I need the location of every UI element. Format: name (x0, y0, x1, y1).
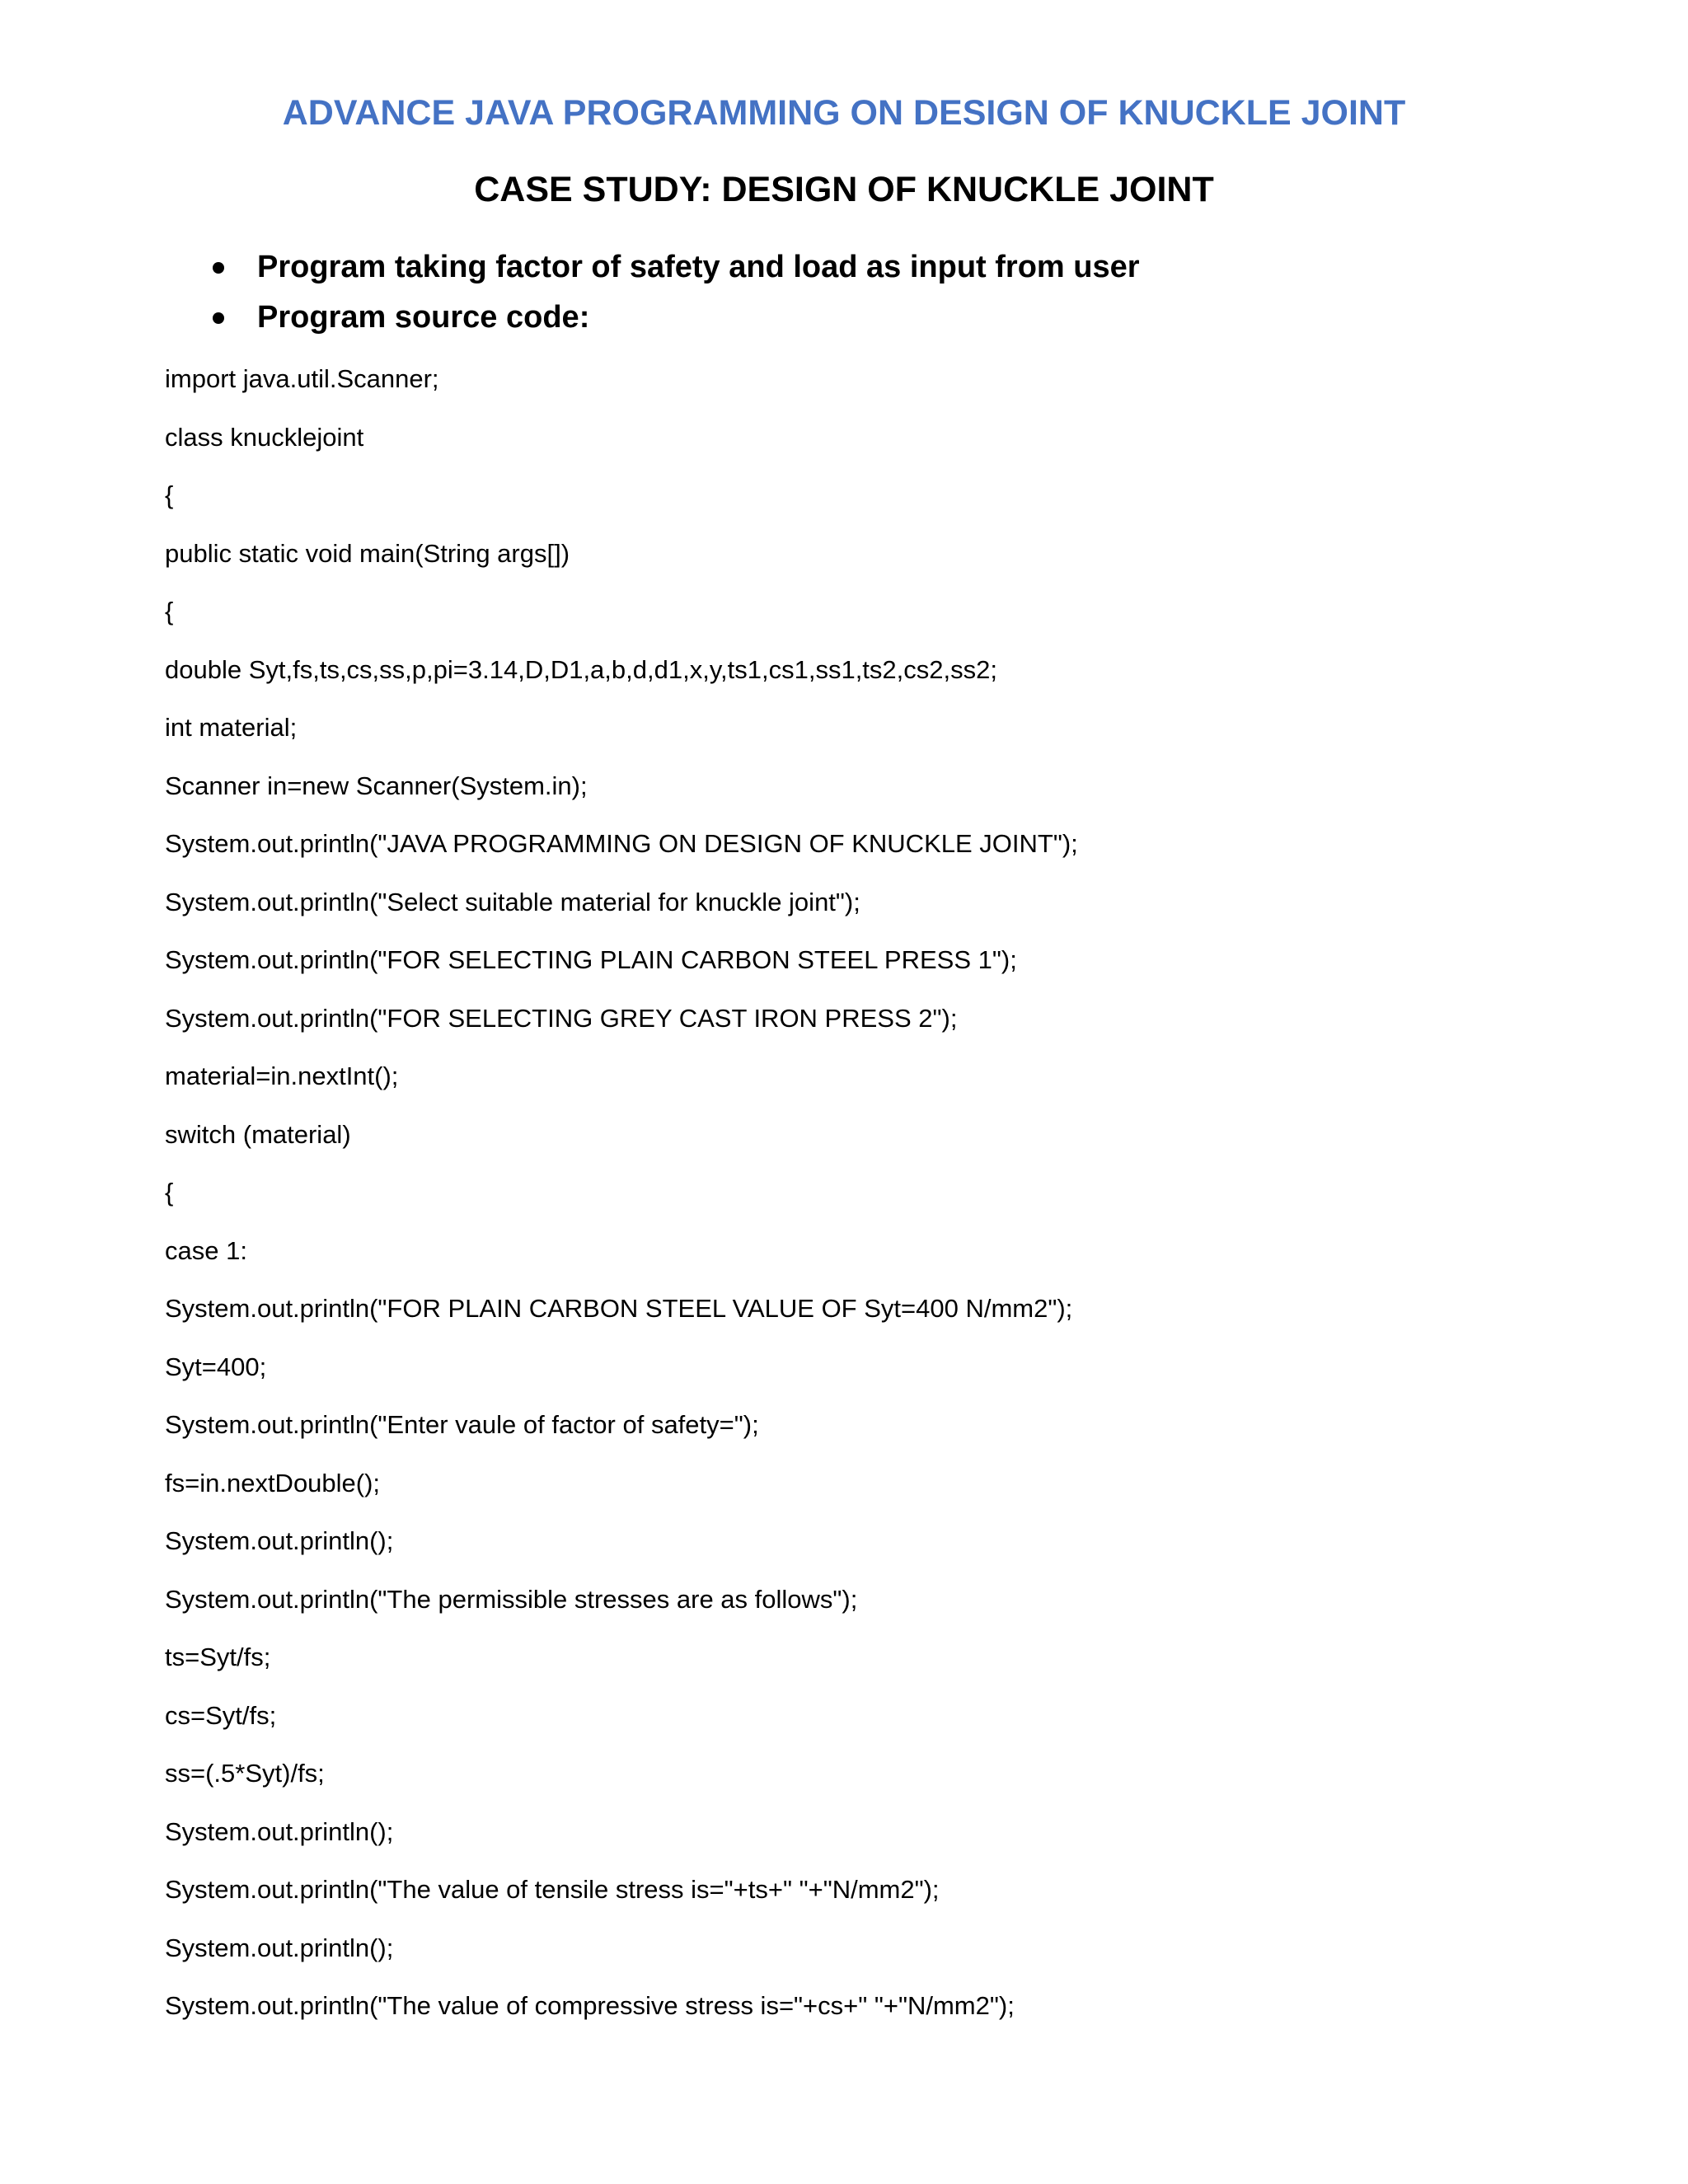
code-line: System.out.println("Select suitable material for knuckle joint"); (165, 887, 860, 916)
code-line: System.out.println("FOR PLAIN CARBON STEEL VALUE OF Syt=400 N/mm2"); (165, 1294, 1073, 1323)
code-line: { (165, 597, 174, 626)
code-line: int material; (165, 713, 298, 742)
bullet-dot-icon (213, 262, 224, 274)
source-code-block (165, 363, 1078, 2048)
bullet-dot-icon (213, 312, 224, 324)
code-line: cs=Syt/fs; (165, 1700, 277, 1730)
code-line: public static void main(String args[]) (165, 538, 570, 568)
code-line: System.out.println("JAVA PROGRAMMING ON DESIGN OF KNUCKLE JOINT"); (165, 829, 1078, 858)
code-line: System.out.println(); (165, 1933, 394, 1962)
code-line: System.out.println(); (165, 1816, 394, 1846)
code-line: class knucklejoint (165, 422, 364, 452)
code-line: double Syt,fs,ts,cs,ss,p,pi=3.14,D,D1,a,b,d,d1,x,y,ts1,cs1,ss1,ts2,cs2,ss2; (165, 654, 997, 684)
bullet-text: Program source code: (257, 300, 590, 335)
code-line: System.out.println("Enter vaule of factor of safety="); (165, 1410, 759, 1439)
code-line: System.out.println("The permissible stresses are as follows"); (165, 1584, 858, 1614)
bullet-item (198, 293, 1140, 343)
code-line: System.out.println("The value of tensile stress is="+ts+" "+"N/mm2"); (165, 1875, 940, 1904)
code-line: ss=(.5*Syt)/fs; (165, 1759, 325, 1788)
code-line: case 1: (165, 1235, 247, 1265)
page-title: ADVANCE JAVA PROGRAMMING ON DESIGN OF KNUCKLE JOINT (282, 93, 1406, 133)
code-line: switch (material) (165, 1119, 351, 1149)
code-line: System.out.println("The value of compressive stress is="+cs+" "+"N/mm2"); (165, 1991, 1015, 2020)
code-line: { (165, 480, 174, 509)
code-line: Scanner in=new Scanner(System.in); (165, 771, 588, 800)
code-line: material=in.nextInt(); (165, 1062, 399, 1090)
code-line: fs=in.nextDouble(); (165, 1468, 381, 1497)
bullet-item (198, 242, 1140, 293)
code-line: System.out.println("FOR SELECTING GREY CAST IRON PRESS 2"); (165, 1003, 958, 1033)
bullet-list (198, 242, 1140, 343)
bullet-text: Program taking factor of safety and load as input from user (257, 250, 1140, 284)
code-line: { (165, 1178, 174, 1207)
code-line: ts=Syt/fs; (165, 1643, 271, 1671)
page-subtitle: CASE STUDY: DESIGN OF KNUCKLE JOINT (474, 170, 1214, 209)
code-line: System.out.println(); (165, 1526, 394, 1555)
code-line: import java.util.Scanner; (165, 364, 439, 393)
code-line: System.out.println("FOR SELECTING PLAIN CARBON STEEL PRESS 1"); (165, 945, 1017, 974)
code-line: Syt=400; (165, 1352, 267, 1381)
